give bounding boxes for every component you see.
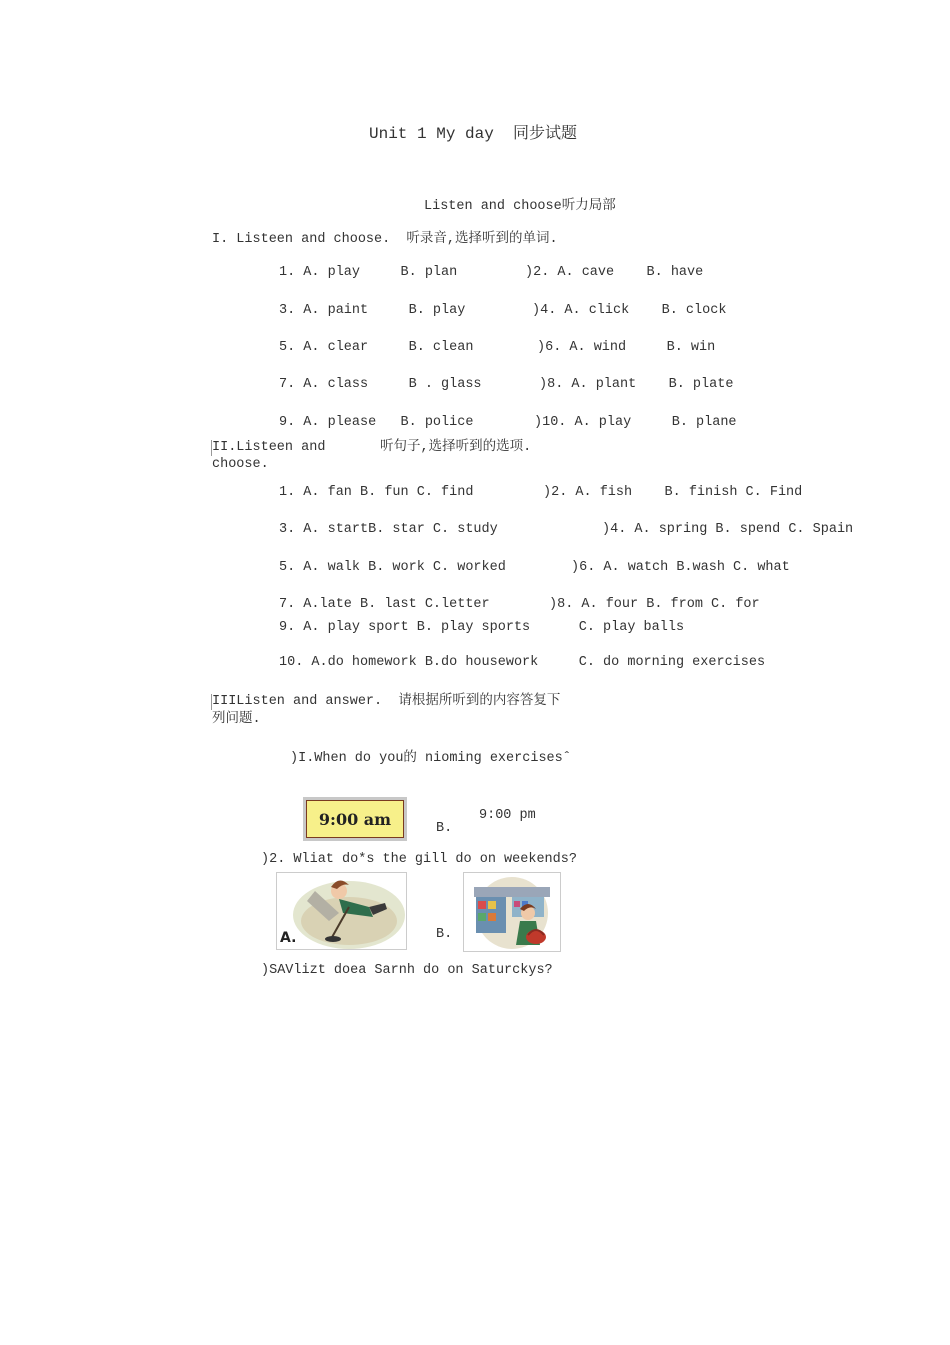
- section3-heading-a: IIIListen and answer. 请根据所听到的内容答复下: [212, 694, 561, 709]
- option-a-marker: A.: [280, 930, 297, 946]
- page-title: Unit 1 My day 同步试题: [369, 125, 578, 143]
- s1-row4-right: )8. A. plant B. plate: [539, 377, 734, 392]
- s1-row1-right: )2. A. cave B. have: [525, 265, 704, 280]
- s1-row3-left: 5. A. clear B. clean: [279, 340, 474, 355]
- section3-heading-b: 列问题.: [212, 712, 261, 727]
- shopping-girl-picture: [463, 872, 561, 952]
- option-b-marker: B.: [436, 821, 453, 836]
- question-2: )2. Wliat do*s the gill do on weekends?: [261, 852, 577, 867]
- s1-row2-right: )4. A. click B. clock: [532, 303, 727, 318]
- s2-row1-right: )2. A. fish B. finish C. Find: [543, 485, 803, 500]
- s2-row4-right: )8. A. four B. from C. for: [549, 597, 760, 612]
- s2-row2-left: 3. A. startB. star C. study: [279, 522, 498, 537]
- option-a-time-label: 9:00 am: [318, 809, 392, 829]
- question-1: )I.When do you的 nioming exercisesˆ: [290, 751, 571, 766]
- s1-row5-right: )10. A. play B. plane: [534, 415, 737, 430]
- s2-row4-left: 7. A.late B. last C.letter: [279, 597, 490, 612]
- s1-row2-left: 3. A. paint B. play: [279, 303, 466, 318]
- section2-heading-cn: 听句子,选择听到的选项.: [380, 440, 532, 455]
- section2-heading-b: choose.: [212, 457, 269, 472]
- s2-row3-right: )6. A. watch B.wash C. what: [571, 560, 790, 575]
- question-3: )SAVlizt doea Sarnh do on Saturckys?: [261, 963, 553, 978]
- option-b-marker-q2: B.: [436, 927, 453, 942]
- section1-heading: I. Listeen and choose. 听录音,选择听到的单词.: [212, 232, 558, 247]
- shopping-girl-icon: [464, 873, 560, 951]
- s2-row2-right: )4. A. spring B. spend C. Spain: [602, 522, 854, 537]
- section2-heading-a: II.Listeen and: [212, 440, 326, 455]
- s1-row3-right: )6. A. wind B. win: [537, 340, 716, 355]
- option-a-time-card: [303, 797, 407, 841]
- subtitle: Listen and choose听力局部: [424, 199, 616, 214]
- option-b-time: 9:00 pm: [479, 808, 536, 823]
- s1-row5-left: 9. A. please B. police: [279, 415, 474, 430]
- s2-row6: 10. A.do homework B.do housework C. do morning exercises: [279, 655, 766, 670]
- s2-row5: 9. A. play sport B. play sports C. play balls: [279, 620, 685, 635]
- s1-row4-left: 7. A. class B . glass: [279, 377, 482, 392]
- sweeping-girl-picture: [276, 872, 407, 950]
- s2-row1-left: 1. A. fan B. fun C. find: [279, 485, 474, 500]
- s2-row3-left: 5. A. walk B. work C. worked: [279, 560, 506, 575]
- s1-row1-left: 1. A. play B. plan: [279, 265, 458, 280]
